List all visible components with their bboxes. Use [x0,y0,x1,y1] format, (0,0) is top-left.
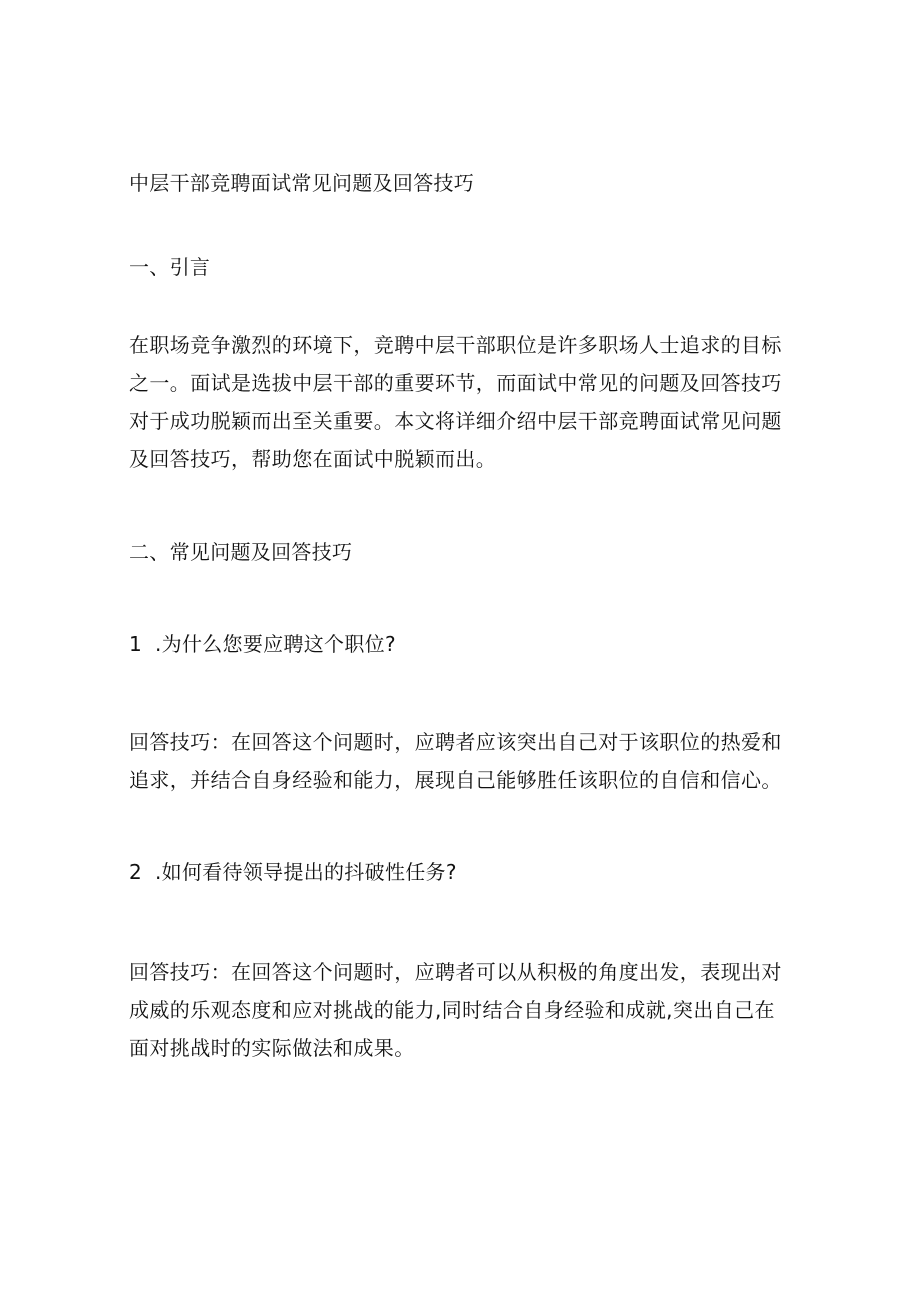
question-number: 1 [129,632,143,656]
answer-paragraph: 回答技巧：在回答这个问题时，应聘者应该突出自己对于该职位的热爱和追求，并结合自身经验和能力，展现自己能够胜任该职位的自信和信心。 [129,730,782,792]
question-item [129,853,799,891]
question-text: .如何看待领导提出的抖破性任务? [155,860,457,884]
section-heading-questions: 二、常见问题及回答技巧 [129,540,353,564]
question-number: 2 [129,860,143,884]
answer-paragraph: 回答技巧：在回答这个问题时，应聘者可以从积极的角度出发，表现出对成威的乐观态度和应对挑战的能力,同时结合自身经验和成就,突出自己在面对挑战时的实际做法和成果。 [129,960,782,1060]
introduction-paragraph: 在职场竞争激烈的环境下，竞聘中层干部职位是许多职场人士追求的目标之一。面试是选拔中层干部的重要环节，而面试中常见的问题及回答技巧对于成功脱颖而出至关重要。本文将详细介绍中层干部竞聘面试常见问题及回答技巧，帮助您在面试中脱颖而出。 [129,333,782,471]
question-text: .为什么您要应聘这个职位? [155,632,396,656]
section-heading-introduction: 一、引言 [129,255,211,279]
question-item [129,625,799,663]
document-title: 中层干部竞聘面试常见问题及回答技巧 [129,171,475,195]
